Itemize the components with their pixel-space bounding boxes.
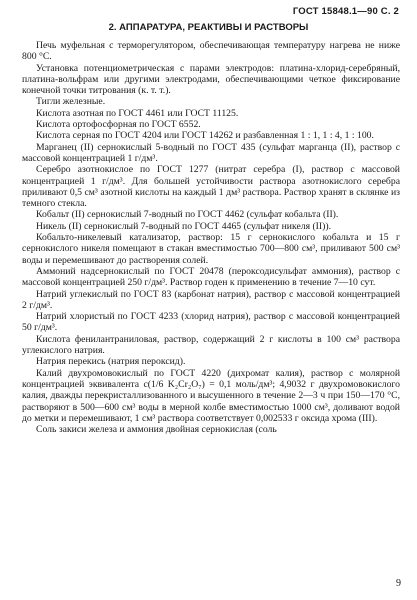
paragraph-cobalt-sulfate: Кобальт (II) сернокислый 7-водный по ГОСТ 4462 (сульфат кобальта (II).: [36, 209, 339, 221]
paragraph-mohr-salt: Соль закиси железа и аммония двойная сернокислая (соль: [36, 424, 277, 436]
paragraph-phosphoric-acid: Кислота ортофосфорная по ГОСТ 6552.: [36, 119, 201, 131]
paragraph-ammonium-persulfate: Аммоний надсернокислый по ГОСТ 20478 (пероксодисульфат аммония), раствор с массовой концентрацией 250 г/дм³. Раствор годен к применению в течение 7—10 сут.: [22, 265, 400, 289]
paragraph-nitric-acid: Кислота азотная по ГОСТ 4461 или ГОСТ 11125.: [36, 107, 239, 119]
page-header: ГОСТ 15848.1—90 С. 2: [292, 6, 399, 17]
section-title: 2. АППАРАТУРА, РЕАКТИВЫ И РАСТВОРЫ: [108, 22, 309, 33]
paragraph-manganese-sulfate: Марганец (II) сернокислый 5-водный по ГОСТ 435 (сульфат марганца (II), раствор с массовой концентрацией 1 г/дм³.: [22, 141, 400, 164]
paragraph-potassium-dichromate: Калий двухромовокислый по ГОСТ 4220 (дихромат калия), раствор с молярной концентрацией эквивалента с(1/6 K₂Cr₂O₇) = 0,1 моль/дм³; 4,9032 г двухромовокислого калия, дважды перекристаллизованного и высушенного в течение 2—3 ч при 150—170 °С, растворяют в 500—600 см³ воды в мерной колбе вместимостью 1000 см³, доливают водой до метки и перемешивают, 1 см³ раствора соответствует 0,002533 г оксида хрома (III).: [22, 367, 400, 424]
paragraph-furnace: Печь муфельная с терморегулятором, обеспечивающая температуру нагрева не ниже 800 °С.: [22, 40, 400, 63]
paragraph-sodium-carbonate: Натрий углекислый по ГОСТ 83 (карбонат натрия), раствор с массовой концентрацией 2 г/дм³.: [22, 288, 400, 311]
paragraph-catalyst: Кобальто-никелевый катализатор, раствор: 15 г сернокислого кобальта и 15 г сернокислого никеля помещают в стакан вместимостью 700—800 см³, приливают 500 см³ воды и перемешивают до растворения солей.: [22, 232, 400, 266]
paragraph-nickel-sulfate: Никель (II) сернокислый 7-водный по ГОСТ 4465 (сульфат никеля (II)).: [36, 220, 332, 232]
page-number: 9: [396, 578, 401, 589]
body-text: [22, 40, 400, 435]
paragraph-sodium-chloride: Натрий хлористый по ГОСТ 4233 (хлорид натрия), раствор с массовой концентрацией 50 г/дм³.: [22, 311, 400, 334]
paragraph-sodium-peroxide: Натрия перекись (натрия пероксид).: [36, 356, 186, 368]
paragraph-crucibles: Тигли железные.: [36, 96, 106, 108]
paragraph-phenylanthranilic-acid: Кислота фенилантраниловая, раствор, содержащий 2 г кислоты в 100 см³ раствора углекислого натрия.: [22, 333, 400, 357]
paragraph-silver-nitrate: Серебро азотнокислое по ГОСТ 1277 (нитрат серебра (I), раствор с массовой концентрацией 1 г/дм³. Для большей устойчивости раствора азотнокислого серебра приливают 0,5 см³ азотной кислоты на каждый 1 дм³ раствора. Раствор хранят в склянке из темного стекла.: [22, 164, 400, 210]
paragraph-potentiometric-setup: Установка потенциометрическая с парами электродов: платина-хлорид-серебряный, платина-вольфрам или другими электродами, обеспечивающими четкое фиксирование конечной точки титрования (к. т. т.).: [22, 62, 400, 97]
paragraph-sulfuric-acid: Кислота серная по ГОСТ 4204 или ГОСТ 14262 и разбавленная 1 : 1, 1 : 4, 1 : 100.: [36, 130, 374, 142]
